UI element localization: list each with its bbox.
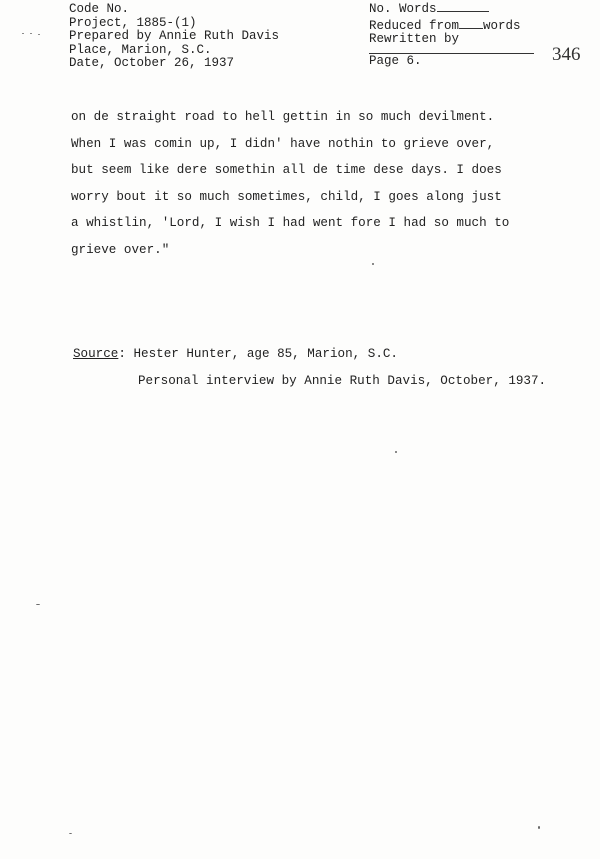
source-label: Source: [73, 347, 119, 361]
page-number: Page 6.: [369, 54, 422, 68]
source-line: [73, 341, 546, 368]
scan-speck: [372, 263, 374, 265]
scan-speck: [30, 33, 32, 34]
code-no: Code No.: [69, 2, 130, 16]
place: Place, Marion, S.C.: [69, 42, 212, 57]
body-line: a whistlin, 'Lord, I wish I had went fore I had so much to: [71, 216, 510, 230]
scan-speck: [395, 451, 397, 453]
reduced-from-row: [369, 17, 521, 34]
reduced-from-blank: [459, 17, 483, 29]
no-words-row: [369, 0, 521, 17]
scan-speck: [38, 34, 40, 35]
body-line: worry bout it so much sometimes, child, I goes along just: [71, 189, 502, 204]
rewritten-by: Rewritten by: [369, 32, 460, 47]
body-line: When I was comin up, I didn' have nothin to grieve over,: [71, 136, 495, 151]
body-line: on de straight road to hell gettin in so much devilment.: [71, 110, 495, 124]
scan-speck: [22, 33, 24, 34]
scan-speck: [36, 604, 40, 605]
archive-stamp-number: 346: [552, 44, 581, 65]
source-block: [73, 341, 546, 395]
date: Date, October 26, 1937: [69, 56, 235, 71]
prepared-by: Prepared by Annie Ruth Davis: [69, 29, 280, 44]
reduced-from-label: Reduced from: [369, 18, 460, 33]
words-label: words: [483, 18, 521, 33]
scan-speck: [69, 833, 72, 834]
interview-line: Personal interview by Annie Ruth Davis, October, 1937.: [138, 374, 547, 388]
transcript-body: [71, 104, 571, 263]
header-left-block: [69, 3, 279, 71]
body-line: grieve over.": [71, 242, 170, 257]
scan-speck: [538, 826, 540, 829]
header-right-block: [369, 0, 521, 47]
no-words-label: No. Words: [369, 2, 437, 16]
no-words-blank: [437, 0, 489, 12]
body-line: but seem like dere somethin all de time dese days. I does: [71, 163, 502, 177]
source-text: : Hester Hunter, age 85, Marion, S.C.: [118, 347, 398, 361]
project: Project, 1885-(1): [69, 15, 197, 30]
